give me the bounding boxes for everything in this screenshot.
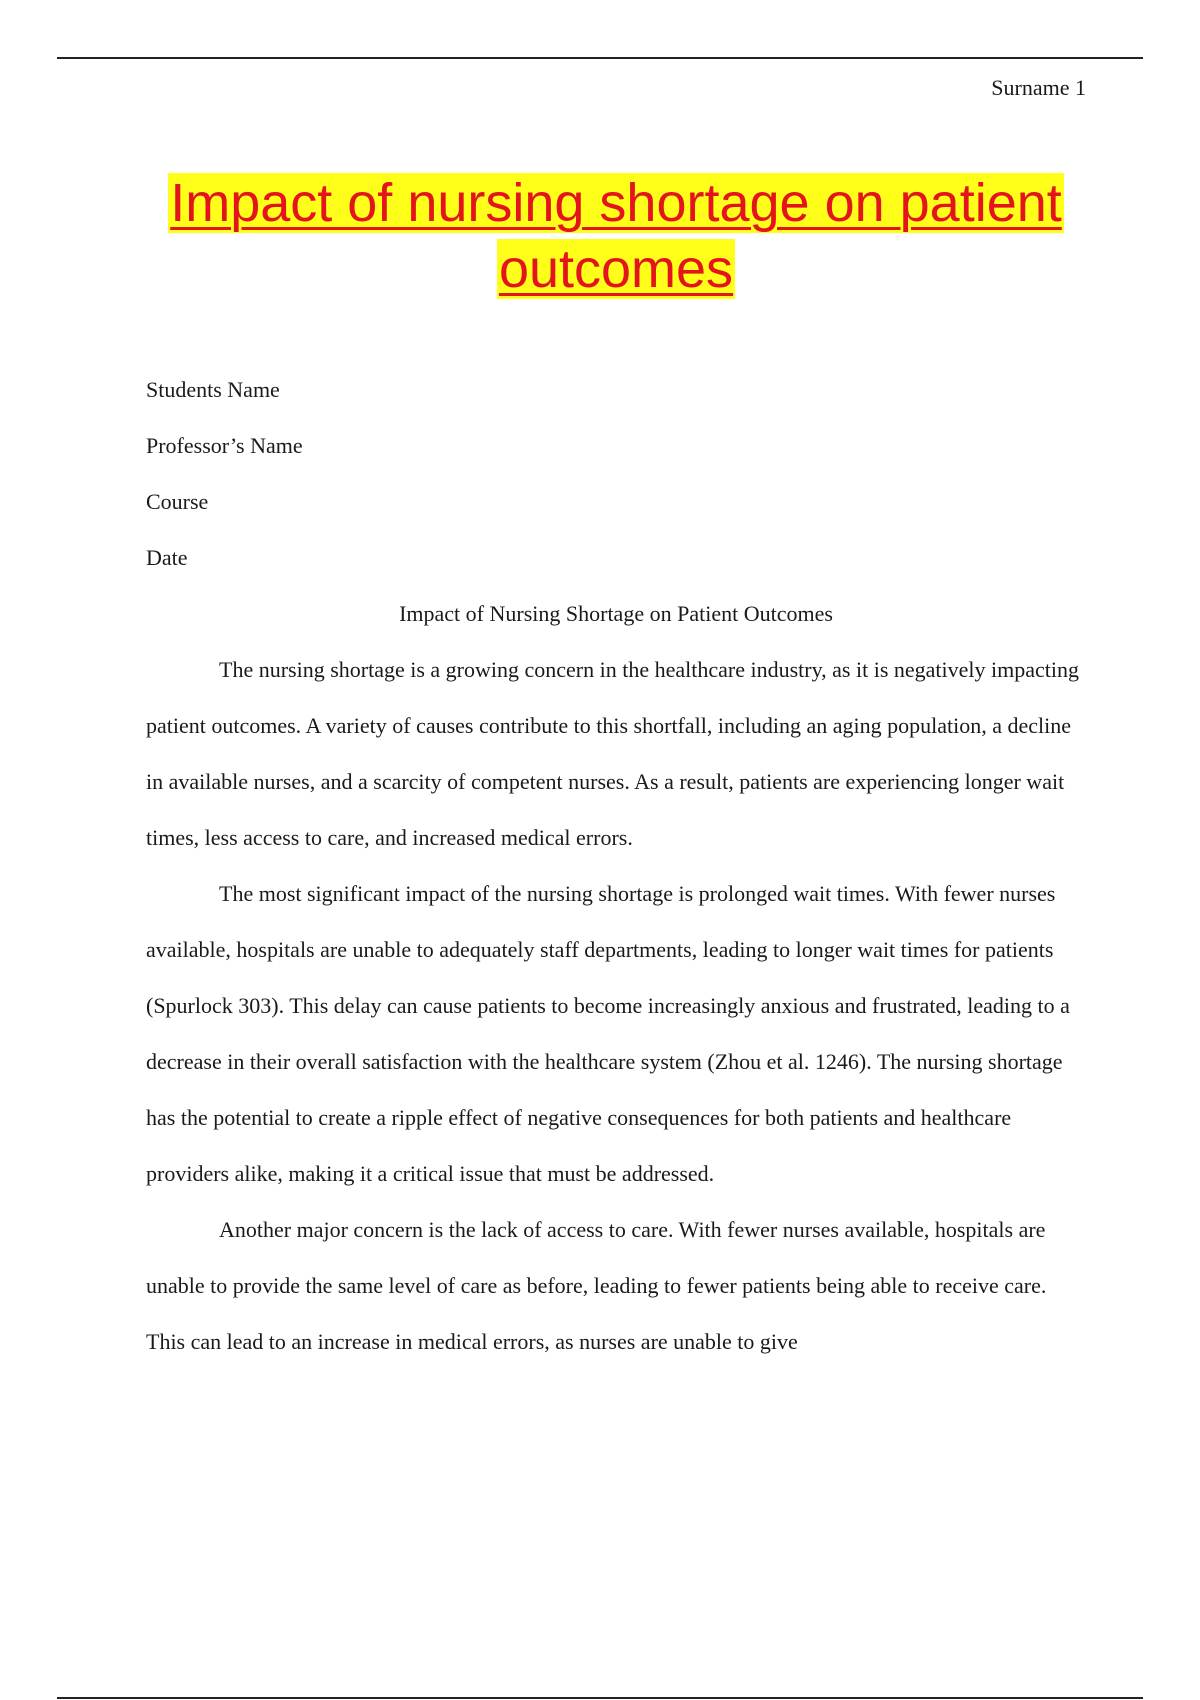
date: Date <box>146 545 188 570</box>
professor-name: Professor’s Name <box>146 433 303 458</box>
student-name: Students Name <box>146 377 280 402</box>
author-block <box>146 362 1086 586</box>
course-name: Course <box>146 489 209 514</box>
top-rule <box>57 57 1143 59</box>
bottom-rule <box>57 1697 1143 1699</box>
paragraph: Another major concern is the lack of access to care. With fewer nurses available, hospitals are unable to provide the same level of care as before, leading to fewer patients being able to receive care. This can lead to an increase in medical errors, as nurses are unable to give <box>146 1217 1047 1354</box>
running-head: Surname 1 <box>991 75 1086 100</box>
document-page <box>146 70 1086 1370</box>
document-title-text: Impact of nursing shortage on patient outcomes <box>170 173 1062 299</box>
document-title <box>146 170 1086 302</box>
paragraph: The nursing shortage is a growing concern in the healthcare industry, as it is negatively impacting patient outcomes. A variety of causes contribute to this shortfall, including an aging population, a decline in available nurses, and a scarcity of competent nurses. As a result, patients are experiencing longer wait times, less access to care, and increased medical errors. <box>146 657 1079 850</box>
paragraph: The most significant impact of the nursing shortage is prolonged wait times. With fewer nurses available, hospitals are unable to adequately staff departments, leading to longer wait times for patients (Spurlock 303). This delay can cause patients to become increasingly anxious and frustrated, leading to a decrease in their overall satisfaction with the healthcare system (Zhou et al. 1246). The nursing shortage has the potential to create a ripple effect of negative consequences for both patients and healthcare providers alike, making it a critical issue that must be addressed. <box>146 881 1070 1186</box>
paper-title: Impact of Nursing Shortage on Patient Outcomes <box>399 601 833 626</box>
